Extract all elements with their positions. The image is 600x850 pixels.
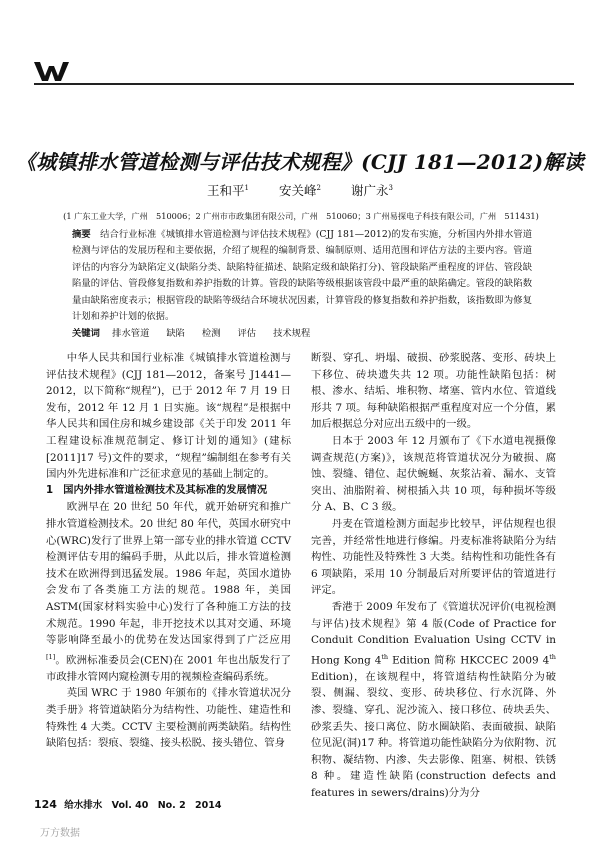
body-paragraph-continued: 断裂、穿孔、坍塌、破损、砂浆脱落、变形、砖块上下移位、砖块遗失共 12 项。功能性缺陷包括：树根、渗水、结垢、堆积物、堵塞、管内水位、管道线形共 7 项。每种缺陷根据严重程度对应一个分值，累加后根据总分对应出五级中的一级。: [311, 352, 556, 431]
keyword: 技术规程: [273, 328, 311, 339]
body-paragraph: 丹麦在管道检测方面起步比较早，评估规程也很完善，并经常性地进行修编。丹麦标准将缺陷分为结构性、功能性及特殊性 3 大类。结构性和功能性各有 6 项缺陷，采用 10 分制最后对所要评估的管道进行评定。: [311, 517, 556, 597]
intro-paragraph: 中华人民共和国行业标准《城镇排水管道检测与评估技术规程》(CJJ 181—2012，备案号 J1441—2012，以下简称“规程”)，已于 2012 年 7 月 19 日发布，2012 年 12 月 1 日实施。该“规程”是根据中华人民共和国住房和城乡建设部《关于印发 2011 年工程建设标准规范制定、修订计划的通知》(建标[2011]17 号)文件的要求，“规程”编制组在参考有关国内外先进标准和广泛征求意见的基础上制定的。: [46, 352, 291, 481]
keyword: 缺陷: [166, 328, 185, 339]
abstract-text: 结合行业标准《城镇排水管道检测与评估技术规程》(CJJ 181—2012)的发布实施，分析国内外排水管道检测与评估的发展历程和主要依据，介绍了规程的编制背景、编制原则、适用范围和评估方法的主要内容。管道评估的内容分为缺陷定义(缺陷分类、缺陷特征描述、缺陷定级和缺陷打分)、管段缺陷严重程度的评估、管段缺陷量的评估、管段修复指数和养护指数的计算。管段的缺陷等级根据该管段中最严重的缺陷确定。管段的缺陷数量由缺陷密度表示；根据管段的缺陷等级结合环境状况因素，计算管段的修复指数和养护指数，该指数即为修复计划和养护计划的依据。: [72, 229, 532, 323]
author: 王和平$^1$: [207, 183, 250, 198]
abstract: [72, 227, 532, 325]
header-rule: [34, 83, 574, 85]
author: 安关峰$^2$: [279, 183, 321, 198]
journal-number: No. 2: [157, 800, 186, 811]
body-paragraph: 欧洲早在 20 世纪 50 年代，就开始研究和推广排水管道检测技术。20 世纪 80 年代，英国水研究中心(WRC)发行了世界上第一部专业的排水管道 CCTV 检测评估专用的编码手册，从此以后，排水管道检测技术在欧洲得到迅猛发展。1986 年起，英国水道协会发布了各类施工方法的规范。1988 年，美国 ASTM(国家材料实验中心)发行了各种施工方法的技术规范。1990 年起，非开挖技术以其对交通、环境等影响降至最小的优势在发达国家得到了广泛应用[1]。欧洲标准委员会(CEN)在 2001 年也出版发行了市政排水管网内窥检测专用的视频检查编码系统。: [46, 501, 291, 683]
keyword: 排水管道: [112, 328, 150, 339]
keyword: 检测: [201, 328, 221, 339]
citation: [1]: [46, 652, 56, 661]
abstract-label: 摘要: [72, 229, 91, 240]
journal-volume: Vol. 40: [111, 800, 149, 811]
watermark: 万方数据: [40, 828, 80, 839]
body-paragraph: 香港于 2009 年发布了《管道状况评价(电视检测与评估)技术规程》第 4 版(Code of Practice for Conduit Condition Evaluation Using CCTV in Hong Kong 4th Edition 简称 HKCCEC 2009 4th Edition)，在该规程中，将管道结构性缺陷分为破裂、侧漏、裂纹、变形、砖块移位、行水沉降、外渗、裂缝、穿孔、泥沙流入、接口移位、砖块丢失、砂浆丢失、接口离位、防水圈缺陷、表面破损、缺陷位见泥(洞)17 种。将管道功能性缺陷分为依附物、沉积物、凝结物、内渗、失去影像、阻塞、树根、铁锈 8 种。建造性缺陷(construction defects and features in sewers/drains)分为分: [311, 600, 556, 799]
article-title: 《城镇排水管道检测与评估技术规程》(CJJ 181—2012)解读: [15, 150, 585, 174]
journal-year: 2014: [195, 800, 222, 811]
keyword: 评估: [237, 328, 257, 339]
left-column: [46, 350, 291, 752]
keywords: [72, 326, 532, 342]
affiliations: (1 广东工业大学，广州 510006；2 广州市市政集团有限公司，广州 510060；3 广州易探电子科技有限公司，广州 511431): [63, 211, 539, 221]
body-paragraph: 日本于 2003 年 12 月颁布了《下水道电视摄像调查规范(方案)》，该规范将管道状况分为破损、腐蚀、裂缝、错位、起伏蜿蜒、灰浆沾着、漏水、支管突出、油脂附着、树根插入共 10 项，每种损坏等级分 A、B、C 3 级。: [311, 434, 556, 514]
body-paragraph: 英国 WRC 于 1980 年颁布的《排水管道状况分类手册》将管道缺陷分为结构性、功能性、建造性和特殊性 4 大类。CCTV 主要检测前两类缺陷。结构性缺陷包括：裂痕、裂缝、接头松脱、接头错位、管身: [46, 687, 291, 750]
section-heading: 1 国内外排水管道检测技术及其标准的发展情况: [46, 484, 268, 496]
page-footer: [34, 797, 227, 811]
keywords-label: 关键词: [72, 328, 100, 339]
author-list: [0, 181, 600, 199]
author: 谢广永$^3$: [350, 183, 393, 198]
journal-logo-icon: [34, 60, 72, 82]
right-column: [311, 350, 556, 802]
page-number: 124: [34, 798, 57, 811]
journal-name: 给水排水: [64, 800, 103, 811]
